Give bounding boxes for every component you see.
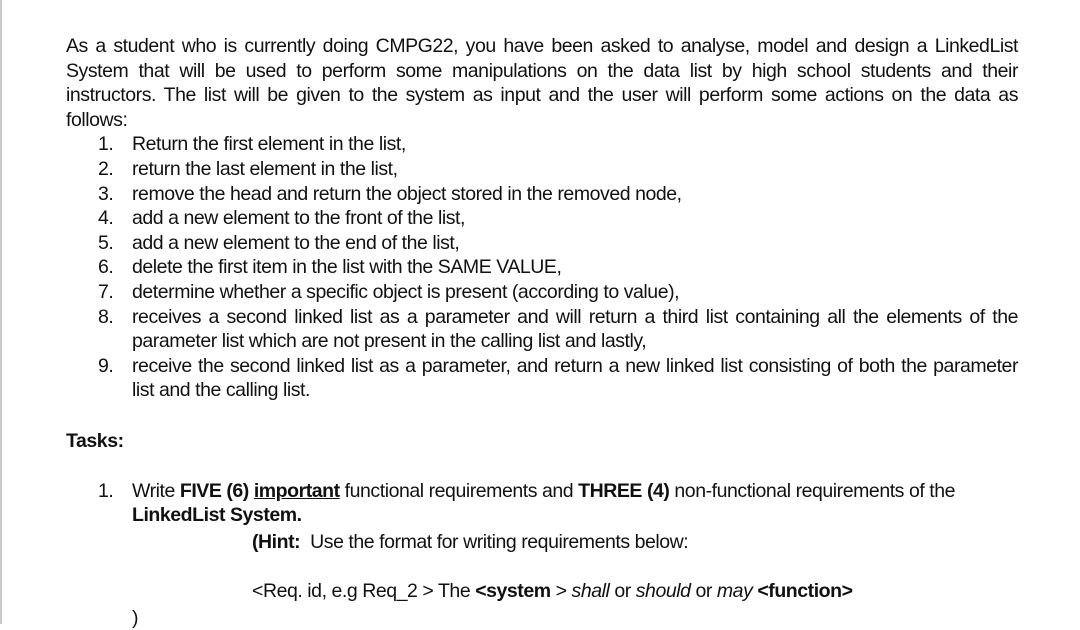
list-item — [66, 255, 1018, 280]
list-number: 1. — [98, 132, 113, 157]
document-body — [66, 34, 1018, 630]
list-item — [66, 157, 1018, 182]
list-item — [66, 305, 1018, 354]
task-count-functional: FIVE (6) — [180, 480, 249, 502]
format-part: <Req. id, e.g Req_2 > The — [252, 580, 475, 602]
list-number: 6. — [98, 255, 113, 280]
intro-paragraph: As a student who is currently doing CMPG22, you have been asked to analyse, model and design a LinkedList System that will be used to perform some manipulations on the data list by high school students and their instructors. The list will be given to the system as input and the user will perform some actions on the data as follows: — [66, 34, 1018, 132]
format-part: or — [691, 580, 717, 602]
list-item-text: add a new element to the front of the list, — [132, 207, 465, 229]
list-number: 2. — [98, 157, 113, 182]
task-text-part: Write — [132, 480, 180, 502]
task-text — [132, 480, 955, 527]
format-function: <function> — [757, 580, 852, 602]
task-count-nonfunctional: THREE (4) — [578, 480, 669, 502]
list-item — [66, 354, 1018, 403]
hint-text: Use the format for writing requirements below: — [300, 531, 688, 553]
hint-label: (Hint: — [252, 531, 300, 553]
hint-line — [252, 530, 1018, 555]
list-item-text: receives a second linked list as a parameter and will return a third list containing all the elements of the parameter list which are not present in the calling list and lastly, — [132, 306, 1018, 353]
list-item-text: receive the second linked list as a parameter, and return a new linked list consisting of both the parameter list and the calling list. — [132, 355, 1018, 402]
list-item — [66, 206, 1018, 231]
list-number: 7. — [98, 280, 113, 305]
list-item-text: Return the first element in the list, — [132, 133, 406, 155]
list-item-text: return the last element in the list, — [132, 158, 398, 180]
tasks-heading: Tasks: — [66, 429, 1018, 454]
actions-list — [66, 132, 1018, 403]
list-item — [66, 231, 1018, 256]
tasks-list — [66, 479, 1018, 630]
format-may: may — [717, 580, 753, 602]
task-number: 1. — [98, 479, 113, 504]
list-item-text: delete the first item in the list with the SAME VALUE, — [132, 256, 561, 278]
task-item — [66, 479, 1018, 630]
list-item — [66, 132, 1018, 157]
list-item — [66, 182, 1018, 207]
format-system: <system — [475, 580, 550, 602]
format-should: should — [636, 580, 691, 602]
list-number: 8. — [98, 305, 113, 330]
task-text-part: non-functional requirements of the — [669, 480, 955, 502]
format-part: > — [551, 580, 572, 602]
requirement-format — [252, 579, 1018, 604]
task-text-part: functional requirements and — [340, 480, 578, 502]
list-item — [66, 280, 1018, 305]
closing-paren: ) — [132, 606, 1018, 630]
list-item-text: determine whether a specific object is present (according to value), — [132, 281, 679, 303]
list-item-text: add a new element to the end of the list, — [132, 232, 459, 254]
list-number: 3. — [98, 182, 113, 207]
list-number: 5. — [98, 231, 113, 256]
list-number: 4. — [98, 206, 113, 231]
list-item-text: remove the head and return the object stored in the removed node, — [132, 183, 682, 205]
task-system-name: LinkedList System. — [132, 504, 302, 526]
task-emphasis: important — [254, 480, 340, 502]
format-shall: shall — [572, 580, 610, 602]
format-part: or — [609, 580, 635, 602]
list-number: 9. — [98, 354, 113, 379]
